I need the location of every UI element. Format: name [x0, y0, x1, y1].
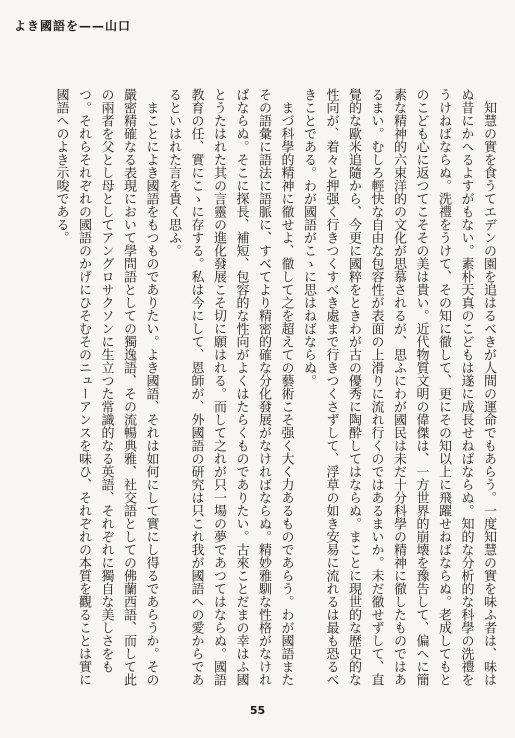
- paragraph-3: まことによき國語をもつものでありたい。よき國語、それは如何にして實にし得るであらうか。その嚴密精確なる表現において學問語としての獨逸語、その流暢典雅、社交語としての佛蘭西語、而して此の兩者を父とし母としてアングロサクソンに生立つた常識的なる英語、それぞれに獨自な美しさをもつ。それらそれぞれの國語のかげにひそむそのニューアンスを味ひ、それぞれの本質を觀ることは實に國語へのよき示唆である。: [53, 88, 159, 686]
- page-number: 55: [249, 704, 266, 717]
- body-text: [19, 88, 499, 688]
- paragraph-1: 知慧の實を食うてエデンの園を追はるべきが人間の運命でもあらう。一度知慧の實を味ふ者は、味はぬ昔にかへるよすがもない。素朴天真のこどもは遂に成長せねばならぬ。知的な分析的な科學の洗禮をうけねばならぬ。洗禮をうけて、その知に徹して、更にその知以上に飛躍せねばならぬ。老成してもとのこども心に返つてこそその美は貴い。近代物質文明の偉傑は、一方世界的崩壊を豫告して、偏へに簡素な精神的六束洋的の文化が思慕されるが、思ふにわが國民は未だ十分科學の精神に徹したものではあるまい。むしろ輕快な自由な包容性が表面の上滑りに流れ行くのではあるまいか。未だ徹せずして、直覺的な歐米追隨から、今更に國粹をときわが古の優秀に陶酔してはならぬ。まことに現世的な歴史的な性向が、着々と押强く行きつくすべき處まで行きつくさずして、浮草の如き安易に流れるは最も恐るべきことである。わが國語がこゝに思はねばならぬ。: [301, 88, 496, 686]
- paragraph-2: まづ科學的精神に徹せよ、徹して之を超えての藝術こそ强く大く力あるものであらう。わが國語またその語彙に語法に語脈に、すべてより精密的確な分化發展がなければならぬ。精妙雅馴な性格がなければならぬ。そこに探長、補短、包容的な性向がよくはたらくものでありたい。古來ことだまの幸はふ國とうたはれた其の言靈の進化發展こそ切に願はれる。而して之れが只一場の夢であつてはならぬ。國語教育の任、實にこゝに存する。私は今にして、恩師が、外國語の研究は只これ我が國語への愛からであるといはれた言を貴く思ふ。: [166, 88, 294, 686]
- running-title: よき國語を——山口: [14, 19, 132, 33]
